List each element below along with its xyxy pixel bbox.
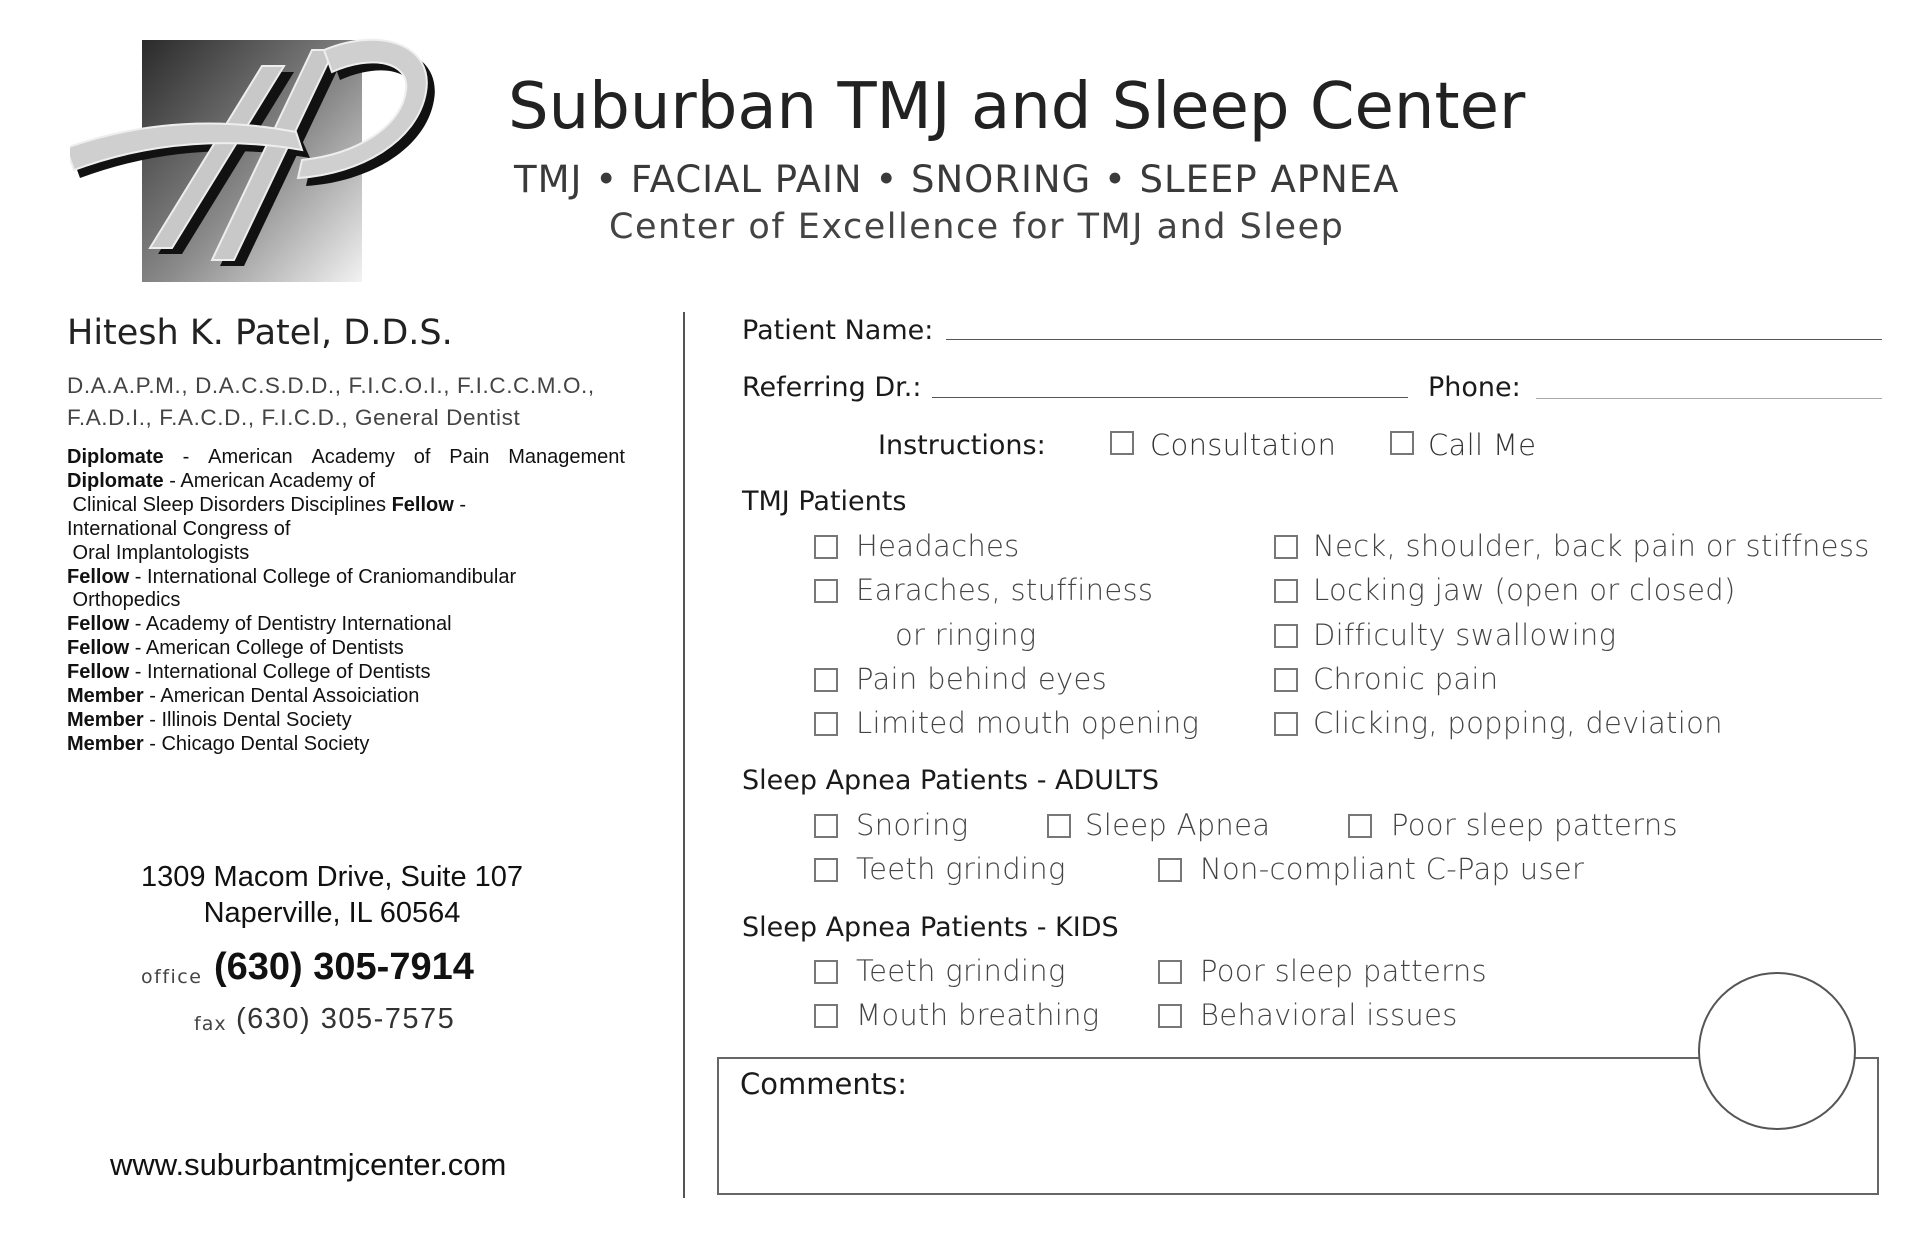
difficulty-swallowing-checkbox[interactable]	[1274, 624, 1298, 648]
doctor-name: Hitesh K. Patel, D.D.S.	[67, 313, 453, 353]
affiliation-text: - American Academy of	[163, 469, 375, 492]
affiliation-row	[67, 446, 625, 470]
credentials-line-2: F.A.D.I., F.A.C.D., F.I.C.D., General Dentist	[67, 405, 521, 430]
affiliation-text: - American Dental Assoiciation	[143, 685, 420, 708]
affiliation-row	[67, 613, 647, 637]
instructions-label: Instructions:	[878, 430, 1046, 461]
website-link[interactable]: www.suburbantmjcenter.com	[110, 1147, 507, 1182]
affiliation-row	[67, 661, 647, 685]
poor-sleep-patterns-kids-label: Poor sleep patterns	[1200, 954, 1487, 988]
clinic-tagline: TMJ • FACIAL PAIN • SNORING • SLEEP APNEA	[514, 158, 1400, 201]
office-label: office	[141, 966, 203, 988]
sleep-apnea-label: Sleep Apnea	[1085, 808, 1271, 842]
affiliation-row	[67, 589, 647, 613]
teeth-grinding-kids-label: Teeth grinding	[856, 954, 1066, 988]
column-divider	[683, 312, 685, 1198]
snoring-label: Snoring	[856, 808, 969, 842]
affiliation-title: Diplomate	[67, 446, 164, 468]
affiliation-title: Fellow	[391, 493, 454, 516]
snoring-checkbox[interactable]	[814, 814, 838, 838]
poor-sleep-patterns-adult-checkbox[interactable]	[1348, 814, 1372, 838]
patient-name-field[interactable]	[946, 339, 1882, 340]
fax-phone: (630) 305-7575	[236, 1003, 456, 1035]
affiliation-text: Oral Implantologists	[67, 541, 250, 564]
limited-mouth-opening-label: Limited mouth opening	[856, 706, 1200, 740]
affiliation-title: Fellow	[67, 565, 130, 588]
affiliation-text: -	[453, 493, 467, 516]
affiliation-row	[67, 566, 647, 590]
affiliation-row	[67, 470, 647, 494]
teeth-grinding-adult-label: Teeth grinding	[856, 852, 1066, 886]
earaches-checkbox[interactable]	[814, 579, 838, 603]
affiliation-word: of	[413, 446, 431, 468]
affiliation-word: -	[182, 446, 190, 468]
non-compliant-cpap-checkbox[interactable]	[1158, 858, 1182, 882]
behavioral-issues-label: Behavioral issues	[1200, 998, 1458, 1032]
locking-jaw-checkbox[interactable]	[1274, 579, 1298, 603]
patient-name-label: Patient Name:	[742, 315, 934, 346]
credentials-line-1: D.A.A.P.M., D.A.C.S.D.D., F.I.C.O.I., F.I.C.C.M.O.,	[67, 373, 595, 398]
clinic-subtitle: Center of Excellence for TMJ and Sleep	[609, 207, 1345, 247]
adults-heading: Sleep Apnea Patients - ADULTS	[742, 765, 1160, 796]
referring-dr-field[interactable]	[932, 397, 1408, 398]
affiliation-word: Pain	[449, 446, 490, 468]
affiliation-word: Management	[508, 446, 625, 468]
consultation-checkbox[interactable]	[1110, 431, 1134, 455]
affiliation-text: Clinical Sleep Disorders Disciplines	[67, 493, 392, 516]
pain-behind-eyes-label: Pain behind eyes	[856, 662, 1108, 696]
poor-sleep-patterns-adult-label: Poor sleep patterns	[1391, 808, 1678, 842]
affiliation-title: Fellow	[67, 661, 130, 684]
earaches-label: Earaches, stuffiness	[856, 573, 1154, 607]
affiliation-text: Orthopedics	[67, 589, 181, 612]
clicking-popping-label: Clicking, popping, deviation	[1313, 706, 1723, 740]
affiliation-text: - Chicago Dental Society	[143, 732, 370, 755]
affiliation-row	[67, 733, 647, 757]
affiliation-text: - International College of Craniomandibular	[129, 565, 517, 588]
pain-behind-eyes-checkbox[interactable]	[814, 668, 838, 692]
affiliation-text: - Academy of Dentistry International	[129, 613, 452, 636]
neck-pain-checkbox[interactable]	[1274, 535, 1298, 559]
behavioral-issues-checkbox[interactable]	[1158, 1004, 1182, 1028]
non-compliant-cpap-label: Non-compliant C-Pap user	[1200, 852, 1585, 886]
limited-mouth-opening-checkbox[interactable]	[814, 712, 838, 736]
affiliation-row	[67, 518, 647, 542]
referring-dr-label: Referring Dr.:	[742, 372, 922, 403]
affiliation-row	[67, 637, 647, 661]
address-line-1: 1309 Macom Drive, Suite 107	[140, 861, 524, 893]
sleep-apnea-checkbox[interactable]	[1047, 814, 1071, 838]
teeth-grinding-kids-checkbox[interactable]	[814, 960, 838, 984]
affiliation-text: - Illinois Dental Society	[143, 708, 352, 731]
affiliation-title: Member	[67, 685, 144, 708]
affiliations-list	[67, 446, 647, 757]
affiliation-title: Fellow	[67, 637, 130, 660]
fax-label: fax	[194, 1013, 227, 1035]
affiliation-title: Member	[67, 732, 144, 755]
office-phone: (630) 305-7914	[214, 946, 474, 988]
teeth-grinding-adult-checkbox[interactable]	[814, 858, 838, 882]
phone-field[interactable]	[1536, 398, 1882, 399]
mouth-breathing-checkbox[interactable]	[814, 1004, 838, 1028]
tmj-heading: TMJ Patients	[742, 486, 907, 517]
chronic-pain-label: Chronic pain	[1313, 662, 1499, 696]
call-me-checkbox[interactable]	[1390, 431, 1414, 455]
clinic-title: Suburban TMJ and Sleep Center	[508, 70, 1526, 144]
hp-ribbon-logo-icon	[70, 36, 460, 286]
affiliation-word: American	[208, 446, 293, 468]
stamp-circle	[1698, 972, 1856, 1130]
chronic-pain-checkbox[interactable]	[1274, 668, 1298, 692]
affiliation-title: Diplomate	[67, 469, 164, 492]
comments-label: Comments:	[740, 1067, 907, 1101]
phone-label: Phone:	[1428, 372, 1521, 403]
affiliation-text: - American College of Dentists	[129, 637, 404, 660]
poor-sleep-patterns-kids-checkbox[interactable]	[1158, 960, 1182, 984]
call-me-label: Call Me	[1428, 428, 1537, 462]
affiliation-row	[67, 685, 647, 709]
consultation-label: Consultation	[1150, 428, 1337, 462]
mouth-breathing-label: Mouth breathing	[856, 998, 1100, 1032]
headaches-label: Headaches	[856, 529, 1020, 563]
affiliation-text: International Congress of	[67, 517, 291, 540]
clicking-popping-checkbox[interactable]	[1274, 712, 1298, 736]
affiliation-title: Member	[67, 708, 144, 731]
locking-jaw-label: Locking jaw (open or closed)	[1313, 573, 1736, 607]
neck-pain-label: Neck, shoulder, back pain or stiffness	[1313, 529, 1870, 563]
affiliation-title: Fellow	[67, 613, 130, 636]
affiliation-text: - International College of Dentists	[129, 661, 431, 684]
address-line-2: Naperville, IL 60564	[203, 897, 461, 929]
earaches-label-cont: or ringing	[895, 618, 1037, 652]
difficulty-swallowing-label: Difficulty swallowing	[1313, 618, 1617, 652]
kids-heading: Sleep Apnea Patients - KIDS	[742, 912, 1119, 943]
affiliation-word: Academy	[311, 446, 395, 468]
affiliation-row	[67, 494, 647, 518]
affiliation-row	[67, 542, 647, 566]
affiliation-row	[67, 709, 647, 733]
headaches-checkbox[interactable]	[814, 535, 838, 559]
